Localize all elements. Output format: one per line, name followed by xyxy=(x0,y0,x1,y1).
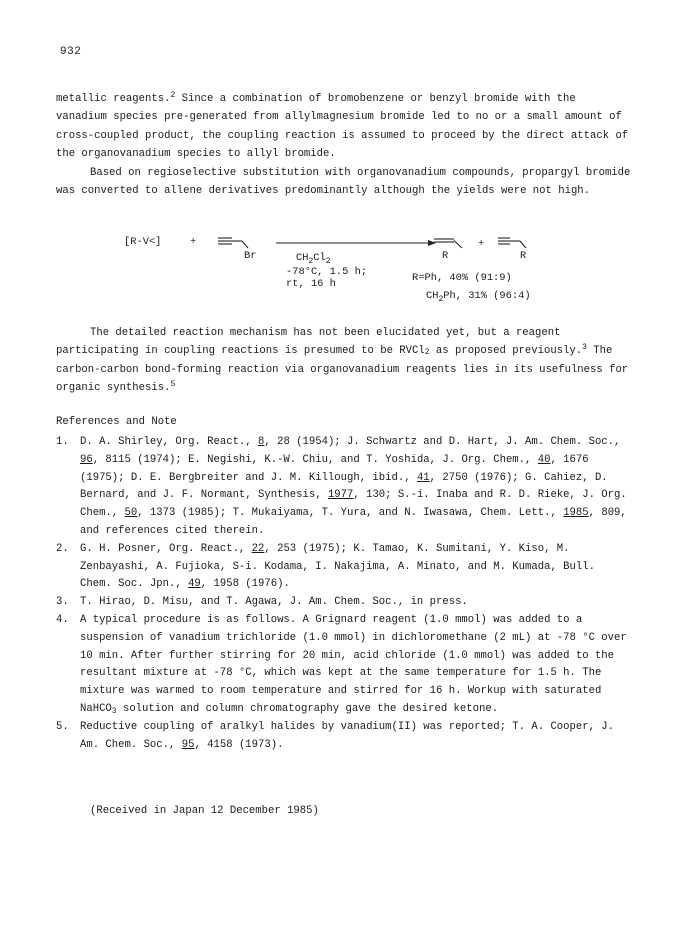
citation-3: 3 xyxy=(582,343,587,353)
solvent-label: $CH_2Cl_2$ xyxy=(296,252,331,266)
plus-sign-2: + xyxy=(478,238,485,250)
reference-item: 4. A typical procedure is as follows. A Grignard reagent (1.0 mmol) was added to a suspension of vanadium trichloride (1.0 mmol) in dichloromethane (2 mL) at -78 °C over 10 min. After further stirring for 20 min, acid chloride (1.0 mmol) was added to the resultant mixture at -78 °C, which was kept at the same temperature for 1.5 h. The mixture was warmed to room temperature and stirred for 16 h. Workup with saturated NaHCO$_3$ solution and column chromatography gave the desired ketone. xyxy=(56,613,627,716)
citation-5: 5 xyxy=(170,380,176,390)
condition-2: rt, 16 h xyxy=(286,278,336,290)
citation-2: 2 xyxy=(170,91,176,100)
references-heading: References and Note xyxy=(56,416,177,428)
page-number: 932 xyxy=(60,46,82,58)
condition-1: -78°C, 1.5 h; xyxy=(286,266,368,278)
reference-item: 3. T. Hirao, D. Misu, and T. Agawa, J. Am. Chem. Soc., in press. xyxy=(56,594,631,612)
body-paragraphs xyxy=(56,90,631,200)
product-2-r: R xyxy=(520,250,527,262)
propargyl-bromide-structure xyxy=(216,234,266,264)
plus-sign: + xyxy=(190,236,197,248)
result-1: R=Ph, 40% (91:9) xyxy=(412,272,512,284)
paragraph-3-block xyxy=(56,324,631,398)
reference-number: 3. xyxy=(56,596,69,609)
reference-number: 1. xyxy=(56,436,69,448)
alkyne-product-structure xyxy=(498,234,538,254)
result-2: $CH_2Ph$, 31% (96:4) xyxy=(426,290,531,304)
reference-item: 1. D. A. Shirley, Org. React., 8, 28 (1954); J. Schwartz and D. Hart, J. Am. Chem. Soc., 96, 8115 (1974); E. Negishi, K.-W. Chiu, and T. Yoshida, J. Org. Chem., 40, 1676 (1975); D. E. Bergbreiter and J. M. Killough, ibid., 41, 2750 (1976); G. Cahiez, D. Bernard, and J. F. Normant, Synthesis, 1977, 130; S.-i. Inaba and R. D. Rieke, J. Org. Chem., 50, 1373 (1985); T. Mukaiyama, T. Yura, and N. Iwasawa, Chem. Lett., 1985, 809, and references cited therein. xyxy=(56,436,627,537)
br-label: Br xyxy=(244,250,257,262)
allene-product-structure xyxy=(434,234,470,254)
paragraph-1: metallic reagents.$^2$ Since a combination of bromobenzene or benzyl bromide with the vanadium species pre-generated from allylmagnesium bromide led to no or a small amount of cross-coupled product, the coupling reaction is assumed to proceed by the direct attack of the organovanadium species to allyl bromide. xyxy=(56,91,629,161)
reference-item: 2. G. H. Posner, Org. React., 22, 253 (1975); K. Tamao, K. Sumitani, Y. Kiso, M. Zenbayashi, A. Fujioka, S-i. Kodama, I. Nakajima, A. Minato, and M. Kumada, Bull. Chem. Soc. Jpn., 49, 1958 (1976). xyxy=(56,542,595,591)
reference-number: 4. xyxy=(56,613,69,626)
reference-number: 2. xyxy=(56,542,69,555)
reaction-arrow xyxy=(276,239,436,249)
paragraph-2: Based on regioselective substitution with organovanadium compounds, propargyl bromide was converted to allene derivatives predominantly although the yields were not high. xyxy=(56,166,631,198)
references-list xyxy=(56,434,631,754)
received-date: (Received in Japan 12 December 1985) xyxy=(90,805,319,817)
reference-number: 5. xyxy=(56,720,69,733)
product-1-r: R xyxy=(442,250,449,262)
reaction-scheme xyxy=(120,230,580,310)
paragraph-3: The detailed reaction mechanism has not been elucidated yet, but a reagent participating in coupling reactions is presumed to be RVCl$_2$ as proposed previously.$^3$ The carbon-carbon bond-forming reaction via organovanadium reagents lies in its usefulness for organic synthesis.$^5$ xyxy=(56,327,629,395)
reference-item: 5. Reductive coupling of aralkyl halides by vanadium(II) was reported; T. A. Cooper, J. Am. Chem. Soc., 95, 4158 (1973). xyxy=(56,720,615,751)
reagent-label: [R-V<] xyxy=(124,236,162,248)
